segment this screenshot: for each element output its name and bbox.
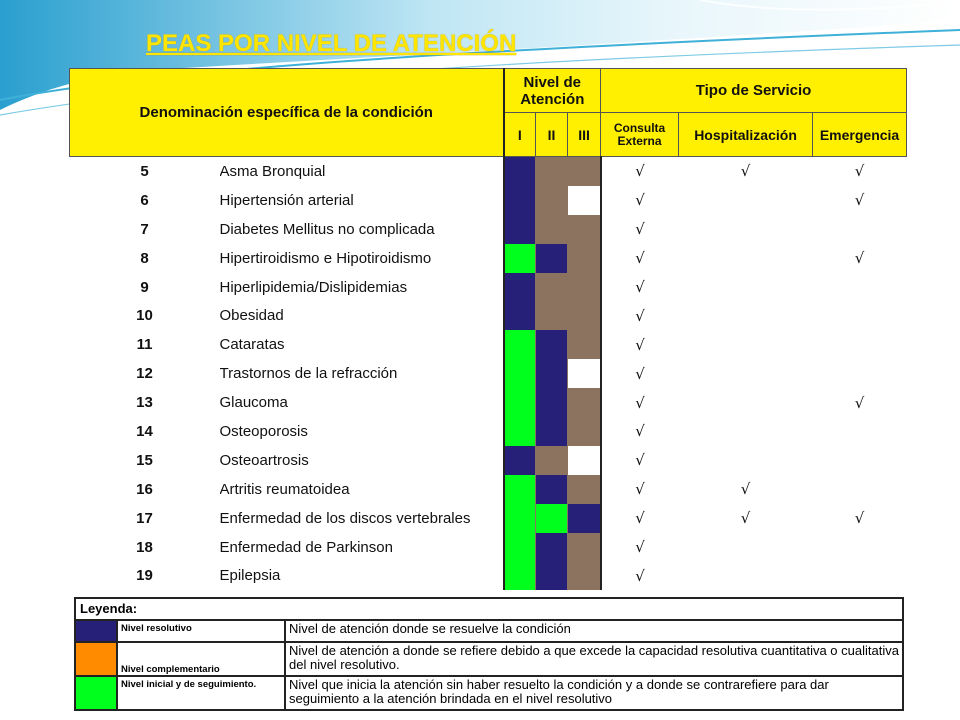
- condition-name: Diabetes Mellitus no complicada: [219, 220, 435, 238]
- table-row: [70, 533, 907, 562]
- check-icon: √: [635, 335, 645, 354]
- condition-name: Hipertiroidismo e Hipotiroidismo: [219, 249, 432, 267]
- legend-heading: Leyenda:: [76, 599, 902, 621]
- level-cell-i: [504, 186, 536, 215]
- check-icon: √: [635, 364, 645, 383]
- condition-name: Obesidad: [219, 307, 284, 325]
- level-cell-ii: [536, 215, 568, 244]
- table-row: [70, 157, 907, 186]
- level-cell-iii: [568, 301, 601, 330]
- check-icon: √: [635, 451, 645, 470]
- level-cell-ii: [536, 417, 568, 446]
- check-icon: √: [635, 566, 645, 585]
- level-cell-ii: [536, 157, 568, 186]
- service-cell-consulta-externa: [601, 417, 679, 446]
- level-cell-iii: [568, 330, 601, 359]
- table-body: [70, 157, 907, 591]
- condition-number: 7: [140, 220, 149, 238]
- condition-name: Enfermedad de los discos vertebrales: [219, 509, 471, 527]
- check-icon: √: [635, 509, 645, 528]
- service-cell-consulta-externa: [601, 186, 679, 215]
- service-cell-consulta-externa: [601, 475, 679, 504]
- condition-number: 16: [136, 480, 153, 498]
- service-cell-hospitalizacion: [679, 273, 813, 302]
- service-cell-consulta-externa: [601, 301, 679, 330]
- table-row: [70, 359, 907, 388]
- level-cell-ii: [536, 273, 568, 302]
- table-row: [70, 215, 907, 244]
- level-cell-ii: [536, 561, 568, 590]
- service-cell-hospitalizacion: [679, 359, 813, 388]
- level-cell-i: [504, 504, 536, 533]
- level-cell-iii: [568, 244, 601, 273]
- service-cell-emergencia: [813, 504, 907, 533]
- level-cell-ii: [536, 330, 568, 359]
- condition-number: 12: [136, 365, 153, 383]
- table-row: [70, 244, 907, 273]
- header-level-i: I: [504, 113, 536, 157]
- condition-number: 19: [136, 567, 153, 585]
- legend-desc: Nivel de atención a donde se refiere debido a que excede la capacidad resolutiva cuantitativa o cualitativa del nivel resolutivo.: [289, 643, 899, 672]
- check-icon: √: [854, 162, 865, 181]
- service-cell-consulta-externa: [601, 446, 679, 475]
- service-cell-hospitalizacion: [679, 244, 813, 273]
- condition-name: Artritis reumatoidea: [219, 480, 350, 498]
- header-level-group: Nivel de Atención: [504, 69, 601, 113]
- service-cell-emergencia: [813, 388, 907, 417]
- condition-number: 14: [136, 422, 153, 440]
- table-row: [70, 186, 907, 215]
- level-cell-i: [504, 330, 536, 359]
- legend-row-inicial: [76, 677, 902, 709]
- table-row: [70, 561, 907, 590]
- condition-number: 8: [140, 249, 149, 267]
- level-cell-iii: [568, 504, 601, 533]
- level-cell-ii: [536, 244, 568, 273]
- check-icon: √: [740, 480, 751, 499]
- check-icon: √: [635, 480, 645, 499]
- slide-title: PEAS POR NIVEL DE ATENCIÓN: [146, 30, 517, 57]
- check-icon: √: [635, 249, 645, 268]
- level-cell-iii: [568, 561, 601, 590]
- condition-name: Hipertensión arterial: [219, 191, 354, 209]
- service-cell-emergencia: [813, 301, 907, 330]
- service-cell-consulta-externa: [601, 244, 679, 273]
- table-row: [70, 504, 907, 533]
- level-cell-ii: [536, 504, 568, 533]
- service-cell-consulta-externa: [601, 330, 679, 359]
- service-cell-consulta-externa: [601, 504, 679, 533]
- service-cell-hospitalizacion: [679, 186, 813, 215]
- check-icon: √: [635, 220, 645, 239]
- service-cell-consulta-externa: [601, 215, 679, 244]
- service-cell-consulta-externa: [601, 388, 679, 417]
- service-cell-emergencia: [813, 330, 907, 359]
- check-icon: √: [854, 509, 865, 528]
- header-service-group: Tipo de Servicio: [601, 69, 907, 113]
- service-cell-emergencia: [813, 273, 907, 302]
- service-cell-emergencia: [813, 186, 907, 215]
- table-row: [70, 388, 907, 417]
- level-cell-ii: [536, 186, 568, 215]
- table-row: [70, 475, 907, 504]
- check-icon: √: [635, 393, 645, 412]
- check-icon: √: [635, 162, 645, 181]
- service-cell-consulta-externa: [601, 533, 679, 562]
- level-cell-i: [504, 561, 536, 590]
- legend-name: Nivel inicial y de seguimiento.: [118, 677, 286, 709]
- service-cell-consulta-externa: [601, 157, 679, 186]
- table-row: [70, 301, 907, 330]
- check-icon: √: [635, 422, 645, 441]
- level-cell-i: [504, 273, 536, 302]
- condition-number: 5: [140, 162, 149, 180]
- service-cell-emergencia: [813, 215, 907, 244]
- check-icon: √: [635, 278, 645, 296]
- service-cell-consulta-externa: [601, 561, 679, 590]
- condition-number: 17: [136, 509, 153, 527]
- service-cell-consulta-externa: [601, 273, 679, 302]
- header-emergencia: Emergencia: [813, 113, 907, 157]
- service-cell-consulta-externa: [601, 359, 679, 388]
- condition-number: 6: [140, 191, 149, 209]
- level-cell-iii: [568, 215, 601, 244]
- service-cell-emergencia: [813, 157, 907, 186]
- condition-name: Osteoporosis: [219, 422, 308, 440]
- condition-name: Glaucoma: [219, 394, 288, 412]
- condition-number: 15: [136, 451, 153, 469]
- condition-number: 9: [140, 278, 149, 296]
- header-level-ii: II: [536, 113, 568, 157]
- level-cell-iii: [568, 417, 601, 446]
- level-cell-ii: [536, 475, 568, 504]
- condition-name: Enfermedad de Parkinson: [219, 538, 393, 556]
- header-level-iii: III: [568, 113, 601, 157]
- condition-name: Trastornos de la refracción: [219, 365, 398, 383]
- legend-desc: Nivel de atención donde se resuelve la condición: [289, 621, 571, 636]
- legend-row-complementario: [76, 643, 902, 677]
- condition-name: Asma Bronquial: [219, 162, 326, 180]
- service-cell-emergencia: [813, 475, 907, 504]
- legend-swatch-orange: [76, 643, 118, 675]
- check-icon: √: [740, 509, 751, 528]
- service-cell-emergencia: [813, 417, 907, 446]
- level-cell-iii: [568, 388, 601, 417]
- service-cell-hospitalizacion: [679, 330, 813, 359]
- level-cell-i: [504, 359, 536, 388]
- legend-box: [74, 597, 904, 711]
- legend-name: Nivel resolutivo: [118, 621, 286, 641]
- service-cell-hospitalizacion: [679, 504, 813, 533]
- level-cell-iii: [568, 157, 601, 186]
- service-cell-emergencia: [813, 244, 907, 273]
- header-consulta-externa: Consulta Externa: [601, 113, 679, 157]
- check-icon: √: [635, 538, 645, 557]
- table-row: [70, 417, 907, 446]
- level-cell-i: [504, 446, 536, 475]
- service-cell-emergencia: [813, 533, 907, 562]
- level-cell-iii: [568, 359, 601, 388]
- level-cell-iii: [568, 186, 601, 215]
- level-cell-i: [504, 475, 536, 504]
- service-cell-hospitalizacion: [679, 417, 813, 446]
- check-icon: √: [854, 191, 865, 210]
- condition-number: 18: [136, 538, 153, 556]
- service-cell-hospitalizacion: [679, 157, 813, 186]
- level-cell-iii: [568, 533, 601, 562]
- service-cell-hospitalizacion: [679, 446, 813, 475]
- level-cell-i: [504, 215, 536, 244]
- check-icon: √: [635, 306, 645, 325]
- level-cell-i: [504, 244, 536, 273]
- level-cell-i: [504, 417, 536, 446]
- service-cell-hospitalizacion: [679, 533, 813, 562]
- condition-name: Osteoartrosis: [219, 451, 309, 469]
- service-cell-emergencia: [813, 359, 907, 388]
- level-cell-i: [504, 533, 536, 562]
- check-icon: √: [854, 249, 865, 268]
- table-row: [70, 446, 907, 475]
- legend-desc: Nivel que inicia la atención sin haber resuelto la condición y a donde se contrarefiere para dar seguimiento a la atención brindada en el nivel resolutivo: [289, 677, 829, 706]
- level-cell-iii: [568, 273, 601, 302]
- level-cell-ii: [536, 301, 568, 330]
- condition-number: 13: [136, 394, 153, 412]
- condition-name: Epilepsia: [219, 567, 281, 585]
- legend-name: Nivel complementario: [118, 643, 286, 675]
- level-cell-i: [504, 157, 536, 186]
- level-cell-ii: [536, 446, 568, 475]
- check-icon: √: [635, 191, 645, 210]
- legend-row-resolutivo: [76, 621, 902, 643]
- condition-number: 10: [136, 307, 153, 325]
- peas-table: [69, 68, 906, 590]
- service-cell-hospitalizacion: [679, 301, 813, 330]
- service-cell-hospitalizacion: [679, 215, 813, 244]
- header-hospitalizacion: Hospitalización: [679, 113, 813, 157]
- level-cell-i: [504, 388, 536, 417]
- table-row: [70, 273, 907, 302]
- legend-swatch-green: [76, 677, 118, 709]
- check-icon: √: [740, 162, 751, 181]
- condition-name: Hiperlipidemia/Dislipidemias: [219, 278, 408, 296]
- service-cell-hospitalizacion: [679, 388, 813, 417]
- header-condition: Denominación específica de la condición: [70, 69, 504, 157]
- level-cell-ii: [536, 533, 568, 562]
- level-cell-ii: [536, 359, 568, 388]
- level-cell-ii: [536, 388, 568, 417]
- level-cell-i: [504, 301, 536, 330]
- legend-swatch-blue: [76, 621, 118, 641]
- condition-name: Cataratas: [219, 336, 285, 354]
- table-row: [70, 330, 907, 359]
- service-cell-emergencia: [813, 561, 907, 590]
- level-cell-iii: [568, 446, 601, 475]
- service-cell-hospitalizacion: [679, 475, 813, 504]
- service-cell-hospitalizacion: [679, 561, 813, 590]
- level-cell-iii: [568, 475, 601, 504]
- service-cell-emergencia: [813, 446, 907, 475]
- condition-number: 11: [136, 336, 153, 354]
- check-icon: √: [854, 393, 865, 412]
